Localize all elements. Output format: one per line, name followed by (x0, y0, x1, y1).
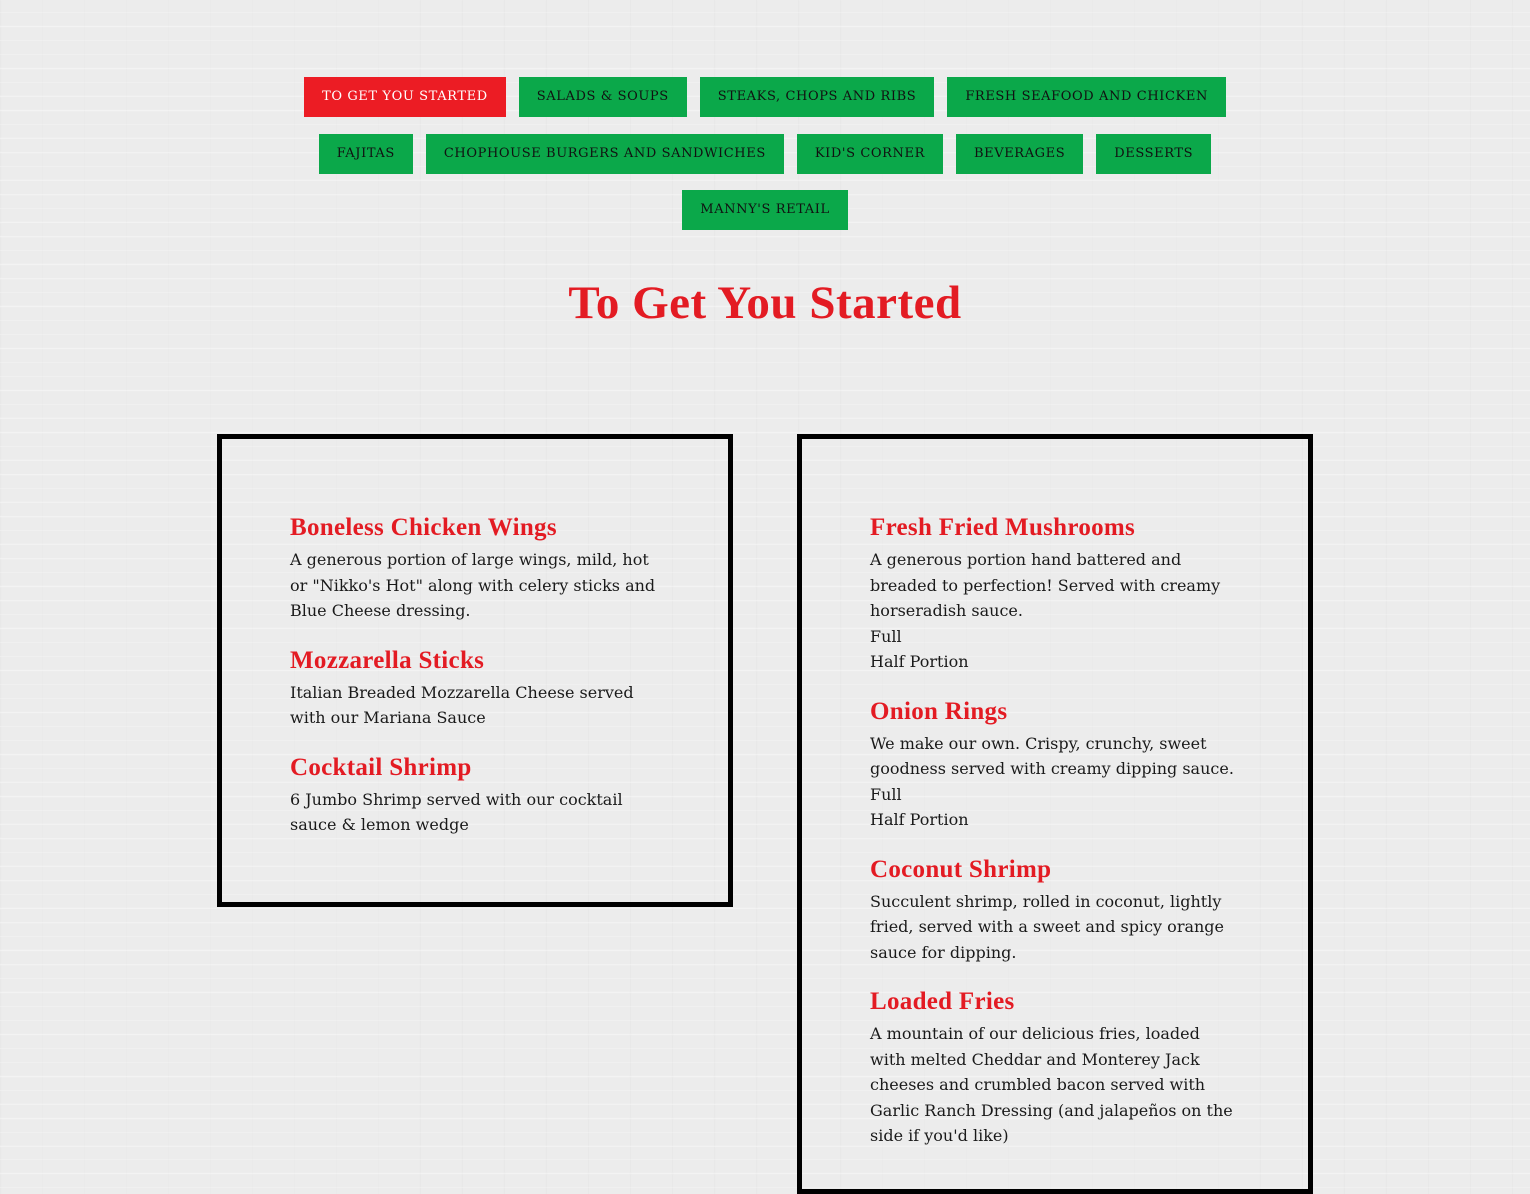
tab-to-get-you-started[interactable]: TO GET YOU STARTED (304, 77, 506, 117)
tab-fresh-seafood-chicken[interactable]: FRESH SEAFOOD AND CHICKEN (947, 77, 1226, 117)
category-nav-row-3 (0, 190, 1530, 230)
menu-item-description: 6 Jumbo Shrimp served with our cocktail sauce & lemon wedge (290, 789, 623, 834)
menu-item-description: A mountain of our delicious fries, loaded with melted Cheddar and Monterey Jack cheeses and crumbled bacon served with Garlic Ranch Dressing (and jalapeños on the side if you'd like) (870, 1024, 1233, 1145)
tab-kids-corner[interactable]: KID'S CORNER (797, 134, 943, 174)
menu-item (870, 697, 1240, 833)
menu-item-name: Coconut Shrimp (870, 855, 1052, 883)
menu-item-option: Full (870, 626, 902, 646)
category-nav-row-1 (0, 77, 1530, 117)
tab-beverages[interactable]: BEVERAGES (956, 134, 1083, 174)
tab-fajitas[interactable]: FAJITAS (319, 134, 413, 174)
menu-item-name: Cocktail Shrimp (290, 753, 472, 781)
menu-item-description: A generous portion hand battered and breaded to perfection! Served with creamy horseradish sauce. (870, 550, 1221, 620)
menu-item-name: Boneless Chicken Wings (290, 514, 557, 541)
category-nav-row-2 (0, 134, 1530, 174)
menu-item-description: A generous portion of large wings, mild, hot or "Nikko's Hot" along with celery sticks and Blue Cheese dressing. (290, 550, 656, 620)
tab-desserts[interactable]: DESSERTS (1096, 134, 1211, 174)
menu-item-description: Succulent shrimp, rolled in coconut, lightly fried, served with a sweet and spicy orange sauce for dipping. (870, 891, 1225, 962)
tab-mannys-retail[interactable]: MANNY'S RETAIL (682, 190, 847, 230)
menu-item-option: Full (870, 784, 902, 804)
tab-chophouse-burgers-sandwiches[interactable]: CHOPHOUSE BURGERS AND SANDWICHES (426, 134, 784, 174)
menu-item-name: Onion Rings (870, 697, 1008, 725)
tab-steaks-chops-ribs[interactable]: STEAKS, CHOPS AND RIBS (700, 77, 935, 117)
menu-card-left (217, 434, 733, 907)
tab-salads-soups[interactable]: SALADS & SOUPS (519, 77, 687, 117)
menu-item-option: Half Portion (870, 652, 969, 671)
menu-item-name: Fresh Fried Mushrooms (870, 514, 1136, 541)
menu-item-description: We make our own. Crispy, crunchy, sweet goodness served with creamy dipping sauce. (870, 733, 1234, 778)
menu-item-name: Mozzarella Sticks (290, 646, 485, 674)
menu-item-option: Half Portion (870, 810, 969, 829)
menu-item-name: Loaded Fries (870, 988, 1015, 1015)
menu-item (290, 513, 660, 624)
menu-card-right (797, 434, 1313, 1194)
menu-item (870, 855, 1240, 966)
menu-item-description: Italian Breaded Mozzarella Cheese served with our Mariana Sauce (290, 682, 634, 727)
menu-item (290, 753, 660, 838)
section-title: To Get You Started (568, 277, 962, 329)
menu-item (870, 513, 1240, 675)
menu-item (290, 646, 660, 731)
menu-item (870, 987, 1240, 1149)
